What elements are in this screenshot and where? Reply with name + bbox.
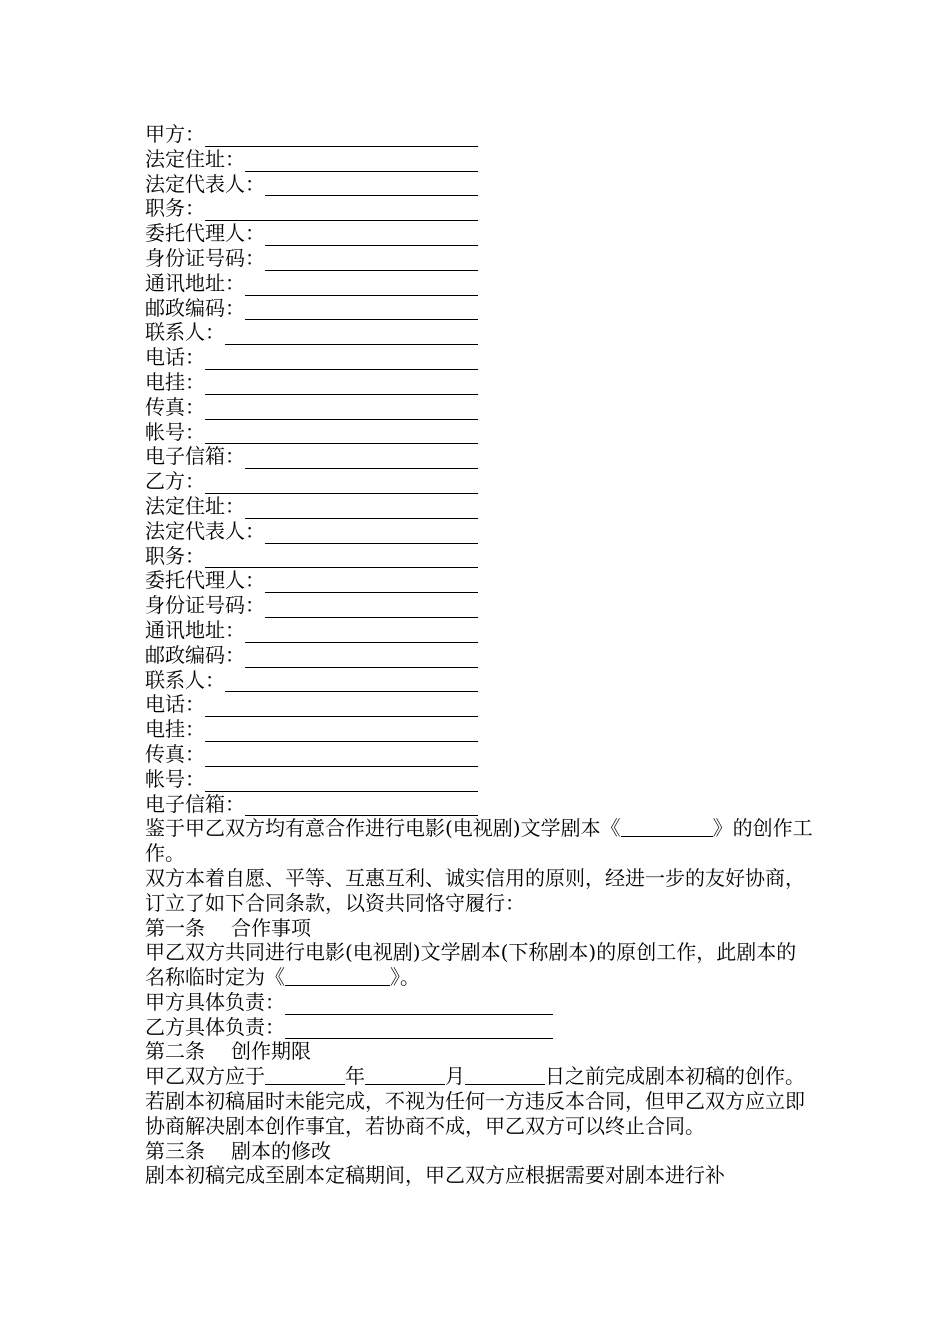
party-b-field-blank[interactable] xyxy=(245,624,478,643)
party-a-field-row xyxy=(145,196,815,221)
party-b-responsibility-row xyxy=(145,1015,815,1040)
party-a-block xyxy=(145,122,815,469)
intro-text-after: 》的创作工作。 xyxy=(145,816,813,866)
party-a-field-row xyxy=(145,395,815,420)
month-blank[interactable] xyxy=(365,1066,445,1085)
party-b-field-label: 法定住址： xyxy=(145,493,245,518)
party-a-field-label: 帐号： xyxy=(145,419,205,444)
article-1-title: 合作事项 xyxy=(231,915,311,940)
party-a-field-row xyxy=(145,271,815,296)
party-b-field-blank[interactable] xyxy=(245,797,478,816)
temp-title-blank[interactable] xyxy=(285,967,390,986)
party-a-field-label: 职务： xyxy=(145,196,205,221)
party-a-field-blank[interactable] xyxy=(205,401,478,420)
party-a-field-label: 委托代理人： xyxy=(145,221,265,246)
party-a-field-blank[interactable] xyxy=(245,153,478,172)
party-b-field-label: 联系人： xyxy=(145,667,225,692)
party-a-field-blank[interactable] xyxy=(245,277,478,296)
day-blank[interactable] xyxy=(465,1066,545,1085)
party-a-responsibility-label: 甲方具体负责： xyxy=(145,989,285,1014)
party-b-field-label: 传真： xyxy=(145,741,205,766)
contract-document xyxy=(145,122,815,1188)
party-b-field-label: 法定代表人： xyxy=(145,518,265,543)
party-a-field-blank[interactable] xyxy=(205,376,478,395)
party-a-fields xyxy=(145,147,815,469)
year-blank[interactable] xyxy=(265,1066,345,1085)
article-3-body: 剧本初稿完成至剧本定稿期间，甲乙双方应根据需要对剧本进行补 xyxy=(145,1163,725,1188)
party-b-field-row xyxy=(145,668,815,693)
party-b-blank[interactable] xyxy=(205,475,478,494)
party-a-field-blank[interactable] xyxy=(245,450,478,469)
party-a-field-blank[interactable] xyxy=(205,351,478,370)
article-2-body xyxy=(145,1064,815,1138)
party-a-field-row xyxy=(145,221,815,246)
party-a-field-row xyxy=(145,370,815,395)
party-a-field-label: 法定代表人： xyxy=(145,171,265,196)
article-2-text-rest: 日之前完成剧本初稿的创作。若剧本初稿届时未能完成，不视为任何一方违反本合同，但甲乙双方应立即协商解决剧本创作事宜，若协商不成，甲乙双方可以终止合同。 xyxy=(145,1064,805,1138)
party-b-field-blank[interactable] xyxy=(205,723,478,742)
party-a-field-row xyxy=(145,172,815,197)
party-a-field-blank[interactable] xyxy=(265,252,478,271)
party-b-field-blank[interactable] xyxy=(225,673,478,692)
party-b-row xyxy=(145,469,815,494)
party-a-field-row xyxy=(145,345,815,370)
article-3-title: 剧本的修改 xyxy=(231,1138,331,1163)
party-a-field-blank[interactable] xyxy=(225,326,478,345)
party-a-label: 甲方： xyxy=(145,122,205,146)
party-b-field-label: 通讯地址： xyxy=(145,617,245,642)
party-a-field-label: 电挂： xyxy=(145,369,205,394)
party-b-field-blank[interactable] xyxy=(265,574,478,593)
party-b-block xyxy=(145,469,815,816)
party-b-field-label: 邮政编码： xyxy=(145,642,245,667)
party-b-label: 乙方： xyxy=(145,469,205,494)
party-b-fields xyxy=(145,494,815,816)
intro-text-before: 鉴于甲乙双方均有意合作进行电影(电视剧)文学剧本《 xyxy=(145,816,621,841)
party-a-field-blank[interactable] xyxy=(245,301,478,320)
party-a-field-row xyxy=(145,420,815,445)
article-2-text-start: 甲乙双方应于 xyxy=(145,1064,265,1089)
party-b-field-label: 电子信箱： xyxy=(145,791,245,816)
article-1-body-end: 》。 xyxy=(390,965,420,990)
party-a-field-label: 电子信箱： xyxy=(145,444,245,469)
party-a-field-label: 身份证号码： xyxy=(145,245,265,270)
party-b-field-blank[interactable] xyxy=(265,525,478,544)
party-b-field-row xyxy=(145,593,815,618)
party-a-responsibility-blank[interactable] xyxy=(285,996,553,1015)
party-a-field-blank[interactable] xyxy=(265,177,478,196)
party-b-field-row xyxy=(145,643,815,668)
party-b-field-blank[interactable] xyxy=(205,549,478,568)
party-a-field-label: 邮政编码： xyxy=(145,295,245,320)
article-2-heading xyxy=(145,1039,815,1064)
party-b-field-row xyxy=(145,717,815,742)
party-b-field-blank[interactable] xyxy=(245,500,478,519)
intro-paragraph-2: 双方本着自愿、平等、互惠互利、诚实信用的原则，经进一步的友好协商，订立了如下合同条款，以资共同恪守履行： xyxy=(145,865,805,915)
party-b-field-row xyxy=(145,742,815,767)
party-b-field-blank[interactable] xyxy=(205,748,478,767)
party-a-responsibility-row xyxy=(145,990,815,1015)
party-a-field-label: 电话： xyxy=(145,345,205,370)
article-1-body-text: 甲乙双方共同进行电影(电视剧)文学剧本(下称剧本)的原创工作，此剧本的名称临时定为《 xyxy=(145,940,797,990)
party-a-field-label: 法定住址： xyxy=(145,146,245,171)
article-1-body xyxy=(145,940,815,990)
script-title-blank[interactable] xyxy=(621,818,713,837)
party-b-field-label: 帐号： xyxy=(145,766,205,791)
article-1-number: 第一条 xyxy=(145,915,205,940)
party-b-field-row xyxy=(145,568,815,593)
party-b-field-label: 委托代理人： xyxy=(145,568,265,593)
party-b-field-row xyxy=(145,618,815,643)
article-1-heading xyxy=(145,916,815,941)
article-3-heading xyxy=(145,1139,815,1164)
party-b-field-blank[interactable] xyxy=(265,599,478,618)
month-label: 月 xyxy=(445,1064,465,1089)
party-b-field-label: 电挂： xyxy=(145,717,205,742)
party-a-field-blank[interactable] xyxy=(265,227,478,246)
party-a-field-label: 联系人： xyxy=(145,320,225,345)
year-label: 年 xyxy=(345,1064,365,1089)
party-a-field-label: 传真： xyxy=(145,394,205,419)
party-a-field-row xyxy=(145,320,815,345)
party-b-responsibility-label: 乙方具体负责： xyxy=(145,1014,285,1039)
party-b-field-blank[interactable] xyxy=(205,698,478,717)
party-a-field-blank[interactable] xyxy=(205,202,478,221)
party-b-field-blank[interactable] xyxy=(245,649,478,668)
party-b-field-row xyxy=(145,767,815,792)
article-2-title: 创作期限 xyxy=(231,1039,311,1064)
party-a-field-row xyxy=(145,246,815,271)
party-a-field-row xyxy=(145,444,815,469)
party-a-field-row xyxy=(145,147,815,172)
party-a-blank[interactable] xyxy=(205,128,478,147)
party-a-field-row xyxy=(145,296,815,321)
party-b-field-label: 电话： xyxy=(145,692,205,717)
party-b-field-row xyxy=(145,519,815,544)
party-b-field-row xyxy=(145,494,815,519)
party-a-field-label: 通讯地址： xyxy=(145,270,245,295)
party-b-field-blank[interactable] xyxy=(205,773,478,792)
party-a-row xyxy=(145,122,815,147)
party-b-responsibility-blank[interactable] xyxy=(285,1020,553,1039)
party-b-field-row xyxy=(145,692,815,717)
party-b-field-row xyxy=(145,544,815,569)
article-2-number: 第二条 xyxy=(145,1039,205,1064)
party-b-field-label: 职务： xyxy=(145,543,205,568)
intro-paragraph-1 xyxy=(145,816,815,866)
party-b-field-label: 身份证号码： xyxy=(145,593,265,618)
article-3-number: 第三条 xyxy=(145,1138,205,1163)
party-a-field-blank[interactable] xyxy=(205,425,478,444)
party-b-field-row xyxy=(145,792,815,817)
